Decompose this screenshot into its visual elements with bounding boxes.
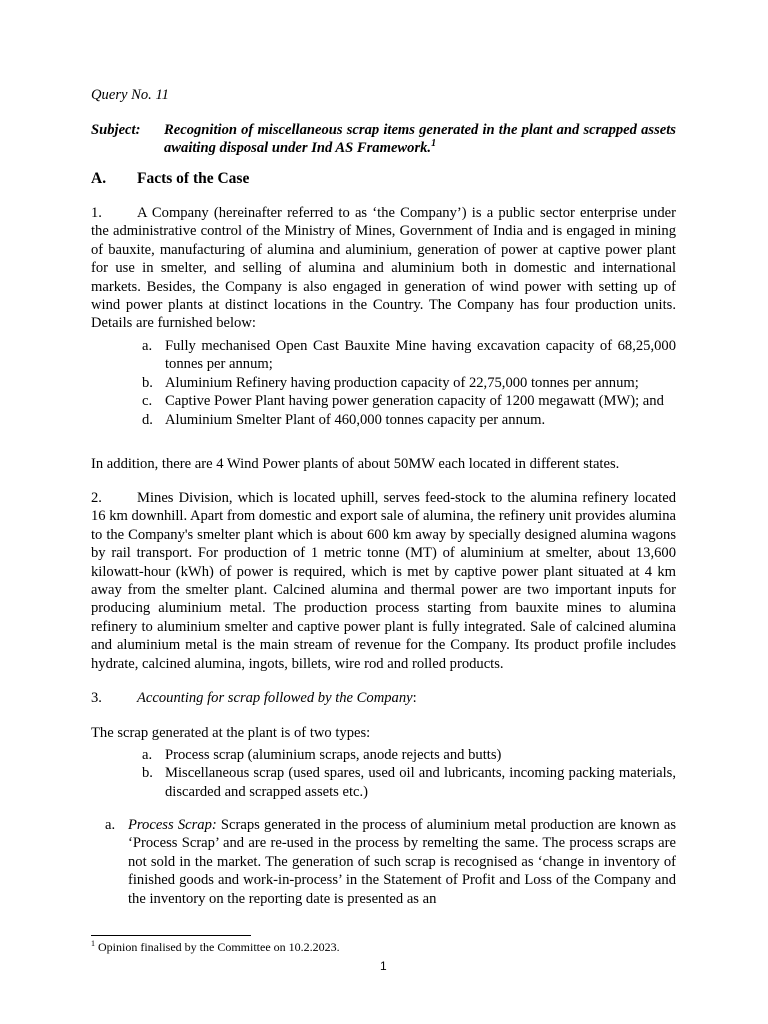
section-letter: A. [91,170,107,187]
list-item: a. Process scrap (aluminium scraps, anode rejects and butts) [142,747,502,763]
para-3-heading-text: Accounting for scrap followed by the Company [137,690,413,706]
process-scrap-item [105,816,676,908]
process-scrap-marker: a. [105,817,116,833]
query-title: Query No. 11 [91,87,169,103]
para-number: 1. [91,205,102,221]
scrap-types-intro: The scrap generated at the plant is of two types: [91,725,371,741]
list-item: c. Captive Power Plant having power generation capacity of 1200 megawatt (MW); and [142,393,664,410]
scrap-types-list [142,746,676,801]
section-a-heading [91,170,676,190]
list-item: b. Miscellaneous scrap (used spares, used oil and lubricants, incoming packing materials, discarded and scrapped assets etc.) [142,765,676,800]
footnote-divider [91,935,251,936]
para-2-text: Mines Division, which is located uphill, serves feed-stock to the alumina refinery located 16 km downhill. Apart from domestic and export sale of alumina, the refinery unit provides alumina to the Company's smelter plant which is about 600 km away by specially designed alumina wagons by rail transport. For production of 1 metric tonne (MT) of aluminium at smelter, about 13,600 kilowatt-hour (kWh) of power is required, which is met by captive power plant situated at 4 km away from the smelter plant. Calcined alumina and thermal power are two important inputs for producing aluminium metal. The production process starting from bauxite mines to alumina refinery to aluminium smelter and captive power plant is fully integrated. Sale of calcined alumina and aluminium metal is the main stream of revenue for the Company. Its product profile includes hydrate, calcined alumina, ingots, billets, wire rod and rolled products. [91,490,676,672]
footnote-ref[interactable]: 1 [431,138,437,150]
page-number: 1 [380,959,387,973]
process-scrap-text: Process Scrap: Scraps generated in the process of aluminium metal production are known as ‘Process Scrap’ and are re-used in the process by remelting the same. The process scraps are not sold in the market. The generation of such scrap is recognised as ‘change in inventory of finished goods and work-in-process’ in the Statement of Profit and Loss of the Company and the inventory on the reporting date is presented as an [128,817,676,907]
addition-text: In addition, there are 4 Wind Power plants of about 50MW each located in different states. [91,456,620,472]
list-item: a. Fully mechanised Open Cast Bauxite Mine having excavation capacity of 68,25,000 tonnes per annum; [142,338,676,373]
list-item: d. Aluminium Smelter Plant of 460,000 tonnes capacity per annum. [142,411,546,428]
subject-text: Recognition of miscellaneous scrap items generated in the plant and scrapped assets awaiting disposal under Ind AS Framework.$^1$ [164,122,676,157]
para-number: 2. [91,490,102,506]
para-number: 3. [91,690,102,706]
section-title: Facts of the Case [137,170,250,187]
footnote: $^1$ Opinion finalised by the Committee on 10.2.2023. [91,939,340,954]
paragraph-1 [91,204,676,333]
paragraph-3-heading: 3. Accounting for scrap followed by the Company: [91,690,417,706]
subject-label: Subject: [91,122,141,138]
paragraph-2 [91,489,676,673]
subject-block [91,121,676,161]
list-item: b. Aluminium Refinery having production capacity of 22,75,000 tonnes per annum; [142,374,639,391]
para-1-text: A Company (hereinafter referred to as ‘the Company’) is a public sector enterprise under the administrative control of the Ministry of Mines, Government of India and is engaged in mining of bauxite, manufacturing of alumina and aluminium, generation of power at captive power plant for use in smelter, and selling of alumina and aluminium both in domestic and international markets. Besides, the Company is also engaged in generation of wind power with setting up of wind power plants at distinct locations in the Country. The Company has four production units. Details are furnished below: [91,205,676,332]
production-units-list [142,337,676,429]
